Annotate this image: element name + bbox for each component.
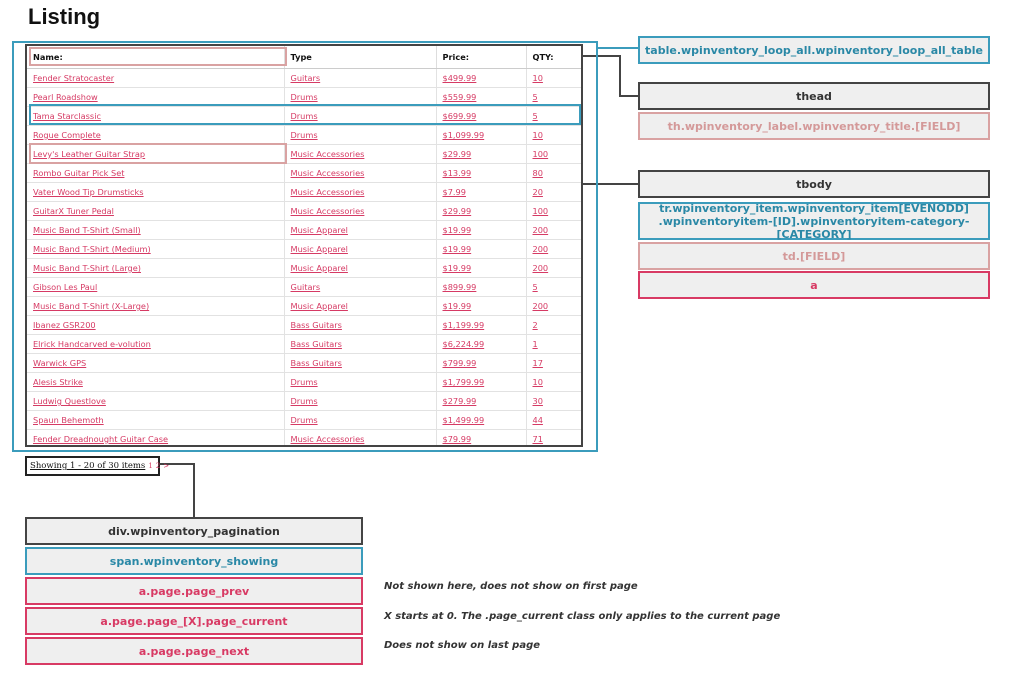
table-row [27,373,581,392]
link-price[interactable]: $13.99 [442,168,472,178]
link-type[interactable]: Drums [290,111,318,121]
label-thead: thead [638,82,990,110]
link-price[interactable]: $7.99 [442,187,466,197]
link-qty[interactable]: 17 [532,358,543,368]
connector-pagination [160,464,194,517]
link-price[interactable]: $499.99 [442,73,477,83]
cell-type [284,354,436,373]
link-price[interactable]: $6,224.99 [442,339,485,349]
cell-price [436,430,526,448]
link-qty[interactable]: 5 [532,282,538,292]
link-qty[interactable]: 200 [532,244,549,254]
cell-name [27,221,284,240]
inventory-table-container [25,44,583,447]
link-type[interactable]: Guitars [290,73,321,83]
cell-qty [526,316,581,335]
link-qty[interactable]: 80 [532,168,543,178]
link-name[interactable]: Warwick GPS [33,358,87,368]
link-price[interactable]: $799.99 [442,358,477,368]
link-type[interactable]: Music Apparel [290,301,348,311]
link-name[interactable]: Alesis Strike [33,377,83,387]
link-qty[interactable]: 30 [532,396,543,406]
cell-name [27,373,284,392]
link-qty[interactable]: 100 [532,149,549,159]
cell-name [27,107,284,126]
cell-price [436,392,526,411]
cell-name [27,411,284,430]
link-price[interactable]: $899.99 [442,282,477,292]
link-price[interactable]: $1,199.99 [442,320,485,330]
link-qty[interactable]: 10 [532,377,543,387]
link-type[interactable]: Bass Guitars [290,320,342,330]
link-qty[interactable]: 100 [532,206,549,216]
note-current: X starts at 0. The .page_current class only applies to the current page [384,611,781,622]
cell-type [284,221,436,240]
label-table: table.wpinventory_loop_all.wpinventory_loop_all_table [638,36,990,64]
inventory-table [27,46,581,447]
cell-type [284,183,436,202]
link-qty[interactable]: 20 [532,187,543,197]
cell-price [436,183,526,202]
link-name[interactable]: Music Band T-Shirt (Large) [33,263,141,273]
cell-type [284,411,436,430]
table-body [27,69,581,448]
link-type[interactable]: Drums [290,377,318,387]
header-row [27,46,581,69]
link-price[interactable]: $1,099.99 [442,130,485,140]
cell-name [27,240,284,259]
link-name[interactable]: Vater Wood Tip Drumsticks [33,187,144,197]
label-tr-line2: .wpinventoryitem-[ID].wpinventoryitem-category-[CATEGORY] [658,214,970,241]
link-qty[interactable]: 5 [532,92,538,102]
label-td: td.[FIELD] [638,242,990,270]
link-price[interactable]: $279.99 [442,396,477,406]
cell-name [27,183,284,202]
cell-price [436,88,526,107]
cell-name [27,297,284,316]
cell-price [436,164,526,183]
cell-type [284,392,436,411]
cell-qty [526,69,581,88]
link-qty[interactable]: 1 [532,339,538,349]
link-name[interactable]: Spaun Behemoth [33,415,104,425]
cell-price [436,202,526,221]
page-title: Listing [28,4,101,29]
link-name[interactable]: Fender Stratocaster [33,73,115,83]
page-2-link[interactable]: 2 [155,462,161,470]
link-price[interactable]: $79.99 [442,434,472,444]
label-page-current: a.page.page_[X].page_current [25,607,363,635]
link-name[interactable]: Pearl Roadshow [33,92,98,102]
cell-price [436,411,526,430]
link-type[interactable]: Bass Guitars [290,358,342,368]
link-name[interactable]: Music Band T-Shirt (X-Large) [33,301,150,311]
table-head [27,46,581,69]
link-type[interactable]: Guitars [290,282,321,292]
table-row [27,354,581,373]
table-row [27,430,581,448]
link-type[interactable]: Drums [290,396,318,406]
table-row [27,183,581,202]
cell-type [284,297,436,316]
cell-price [436,373,526,392]
table-row [27,88,581,107]
cell-price [436,354,526,373]
cell-type [284,335,436,354]
cell-price [436,126,526,145]
table-row [27,411,581,430]
table-row [27,126,581,145]
link-price[interactable]: $1,799.99 [442,377,485,387]
cell-name [27,259,284,278]
cell-type [284,88,436,107]
link-type[interactable]: Drums [290,92,318,102]
link-price[interactable]: $19.99 [442,225,472,235]
cell-qty [526,126,581,145]
table-row [27,107,581,126]
link-price[interactable]: $559.99 [442,92,477,102]
link-name[interactable]: Elrick Handcarved e-volution [33,339,151,349]
link-name[interactable]: Music Band T-Shirt (Medium) [33,244,151,254]
cell-qty [526,145,581,164]
link-name[interactable]: Levy's Leather Guitar Strap [33,149,146,159]
link-qty[interactable]: 200 [532,301,549,311]
label-th: th.wpinventory_label.wpinventory_title.[FIELD] [638,112,990,140]
header-price: Price: [436,46,526,69]
cell-type [284,202,436,221]
link-type[interactable]: Drums [290,415,318,425]
cell-price [436,107,526,126]
note-prev: Not shown here, does not show on first page [384,581,638,592]
link-type[interactable]: Drums [290,130,318,140]
link-name[interactable]: Gibson Les Paul [33,282,98,292]
link-price[interactable]: $29.99 [442,149,472,159]
link-type[interactable]: Bass Guitars [290,339,342,349]
note-next: Does not show on last page [384,640,541,651]
cell-qty [526,373,581,392]
cell-qty [526,88,581,107]
link-type[interactable]: Music Apparel [290,225,348,235]
link-type[interactable]: Music Accessories [290,434,365,444]
cell-type [284,145,436,164]
cell-name [27,430,284,448]
link-qty[interactable]: 44 [532,415,543,425]
cell-name [27,164,284,183]
table-row [27,392,581,411]
cell-qty [526,335,581,354]
cell-qty [526,107,581,126]
link-name[interactable]: Music Band T-Shirt (Small) [33,225,141,235]
link-type[interactable]: Music Apparel [290,263,348,273]
cell-name [27,88,284,107]
cell-type [284,373,436,392]
link-name[interactable]: Fender Dreadnought Guitar Case [33,434,169,444]
link-name[interactable]: Ludwig Questlove [33,396,106,406]
link-price[interactable]: $699.99 [442,111,477,121]
header-type: Type [284,46,436,69]
table-row [27,145,581,164]
cell-type [284,430,436,448]
link-price[interactable]: $1,499.99 [442,415,485,425]
link-price[interactable]: $19.99 [442,263,472,273]
cell-type [284,316,436,335]
cell-qty [526,221,581,240]
cell-price [436,145,526,164]
cell-name [27,202,284,221]
link-type[interactable]: Music Accessories [290,168,365,178]
cell-qty [526,240,581,259]
link-price[interactable]: $19.99 [442,301,472,311]
link-name[interactable]: Tama Starclassic [33,111,101,121]
label-tr-line1: tr.wpinventory_item.wpinventory_item[EVENODD] [659,201,969,215]
link-price[interactable]: $29.99 [442,206,472,216]
cell-name [27,278,284,297]
cell-qty [526,278,581,297]
cell-price [436,316,526,335]
cell-name [27,354,284,373]
label-tbody: tbody [638,170,990,198]
cell-qty [526,430,581,448]
label-tr [638,202,990,240]
table-row [27,240,581,259]
cell-name [27,335,284,354]
cell-name [27,126,284,145]
cell-price [436,297,526,316]
label-page-prev: a.page.page_prev [25,577,363,605]
cell-qty [526,297,581,316]
cell-qty [526,202,581,221]
cell-type [284,164,436,183]
page-1-link[interactable]: 1 [148,462,153,470]
link-name[interactable]: GuitarX Tuner Pedal [33,206,114,216]
cell-type [284,126,436,145]
link-name[interactable]: Ibanez GSR200 [33,320,96,330]
table-row [27,164,581,183]
cell-price [436,221,526,240]
cell-price [436,240,526,259]
table-row [27,221,581,240]
link-qty[interactable]: 2 [532,320,538,330]
link-qty[interactable]: 71 [532,434,543,444]
page-next-link[interactable]: > [163,462,170,470]
link-qty[interactable]: 5 [532,111,538,121]
header-qty: QTY: [526,46,581,69]
link-qty[interactable]: 200 [532,263,549,273]
link-qty[interactable]: 10 [532,73,543,83]
showing-text: Showing 1 - 20 of 30 items [30,461,146,471]
link-type[interactable]: Music Accessories [290,149,365,159]
label-page-next: a.page.page_next [25,637,363,665]
link-type[interactable]: Music Apparel [290,244,348,254]
table-row [27,259,581,278]
cell-type [284,240,436,259]
table-row [27,278,581,297]
cell-type [284,107,436,126]
cell-qty [526,411,581,430]
table-row [27,202,581,221]
cell-type [284,259,436,278]
link-type[interactable]: Music Accessories [290,187,365,197]
cell-qty [526,392,581,411]
link-qty[interactable]: 10 [532,130,543,140]
cell-price [436,259,526,278]
cell-name [27,145,284,164]
cell-name [27,392,284,411]
link-name[interactable]: Rombo Guitar Pick Set [33,168,125,178]
cell-price [436,278,526,297]
cell-type [284,278,436,297]
cell-type [284,69,436,88]
cell-qty [526,259,581,278]
cell-qty [526,354,581,373]
pagination [25,456,170,476]
table-row [27,69,581,88]
link-qty[interactable]: 200 [532,225,549,235]
link-price[interactable]: $19.99 [442,244,472,254]
cell-qty [526,183,581,202]
cell-name [27,316,284,335]
cell-qty [526,164,581,183]
cell-name [27,69,284,88]
table-row [27,297,581,316]
table-row [27,316,581,335]
cell-price [436,69,526,88]
label-div-pagination: div.wpinventory_pagination [25,517,363,545]
header-name: Name: [27,46,284,69]
cell-price [436,335,526,354]
link-name[interactable]: Rogue Complete [33,130,101,140]
label-a: a [638,271,990,299]
label-span-showing: span.wpinventory_showing [25,547,363,575]
link-type[interactable]: Music Accessories [290,206,365,216]
table-row [27,335,581,354]
